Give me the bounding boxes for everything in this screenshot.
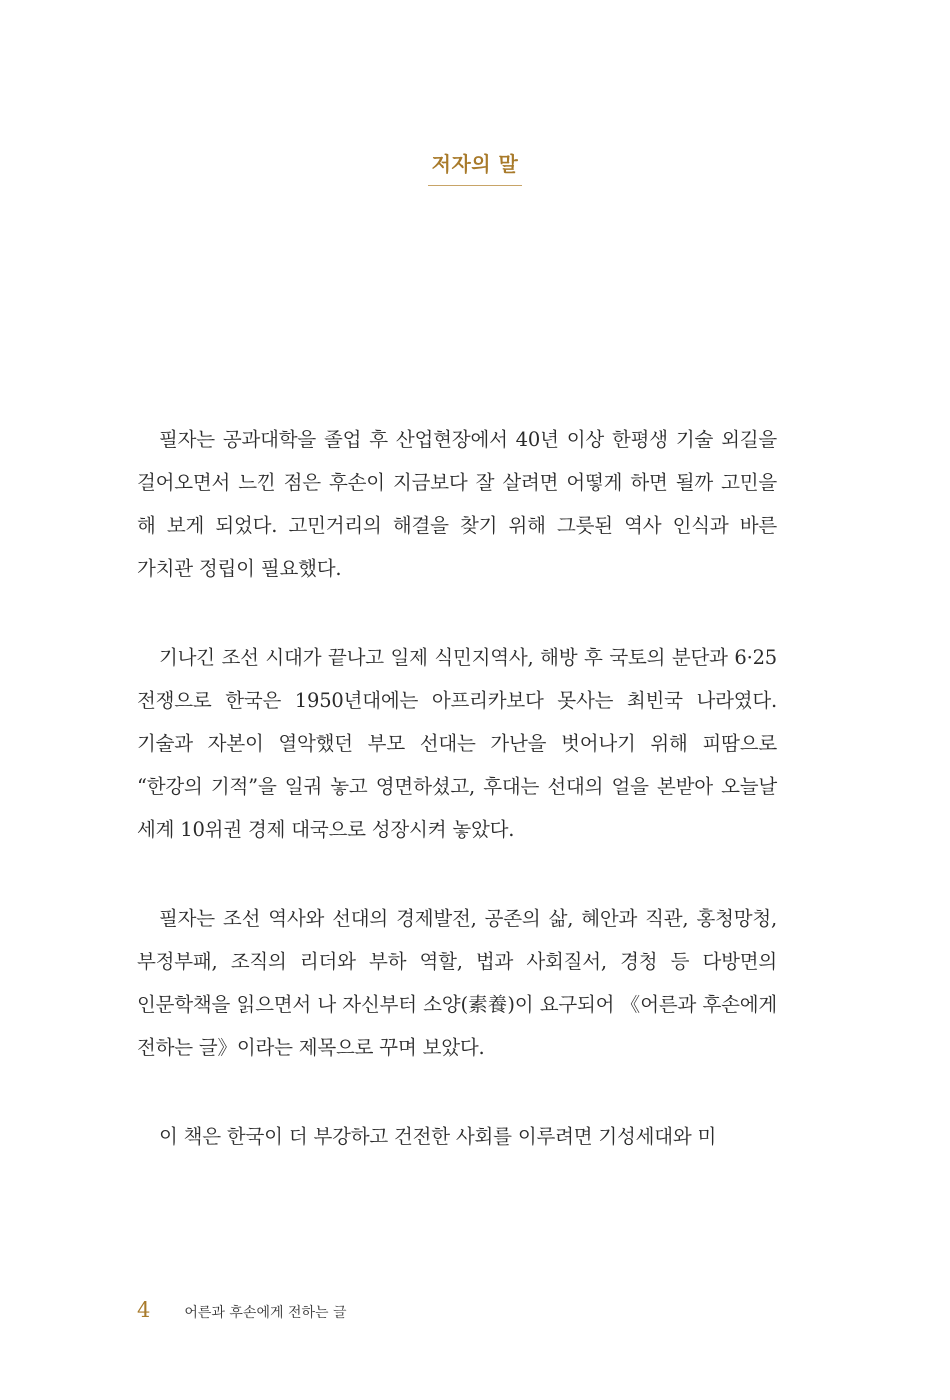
paragraph-1: 필자는 공과대학을 졸업 후 산업현장에서 40년 이상 한평생 기술 외길을 걸어오면서 느낀 점은 후손이 지금보다 잘 살려면 어떻게 하면 될까 고민을 해 보게 되었다. 고민거리의 해결을 찾기 위해 그릇된 역사 인식과 바른 가치관 정립이 필요했다.: [137, 428, 777, 580]
paragraph-4: 이 책은 한국이 더 부강하고 건전한 사회를 이루려면 기성세대와 미: [159, 1125, 717, 1148]
chapter-heading: [0, 148, 950, 186]
paragraph-2: 기나긴 조선 시대가 끝나고 일제 식민지역사, 해방 후 국토의 분단과 6·25 전쟁으로 한국은 1950년대에는 아프리카보다 못사는 최빈국 나라였다. 기술과 자본이 열악했던 부모 선대는 가난을 벗어나기 위해 피땀으로 “한강의 기적”을 일궈 놓고 영면하셨고, 후대는 선대의 얼을 본받아 오늘날 세계 10위권 경제 대국으로 성장시켜 놓았다.: [137, 646, 777, 841]
chapter-title: 저자의 말: [428, 148, 523, 186]
page-number: 4: [137, 1298, 151, 1322]
page-footer: [137, 1298, 347, 1322]
paragraph-3: 필자는 조선 역사와 선대의 경제발전, 공존의 삶, 혜안과 직관, 홍청망청, 부정부패, 조직의 리더와 부하 역할, 법과 사회질서, 경청 등 다방면의 인문학책을 읽으면서 나 자신부터 소양(素養)이 요구되어 《어른과 후손에게 전하는 글》이라는 제목으로 꾸며 보았다.: [137, 907, 777, 1059]
running-title: 어른과 후손에게 전하는 글: [184, 1305, 347, 1321]
body-text: [137, 418, 777, 1204]
